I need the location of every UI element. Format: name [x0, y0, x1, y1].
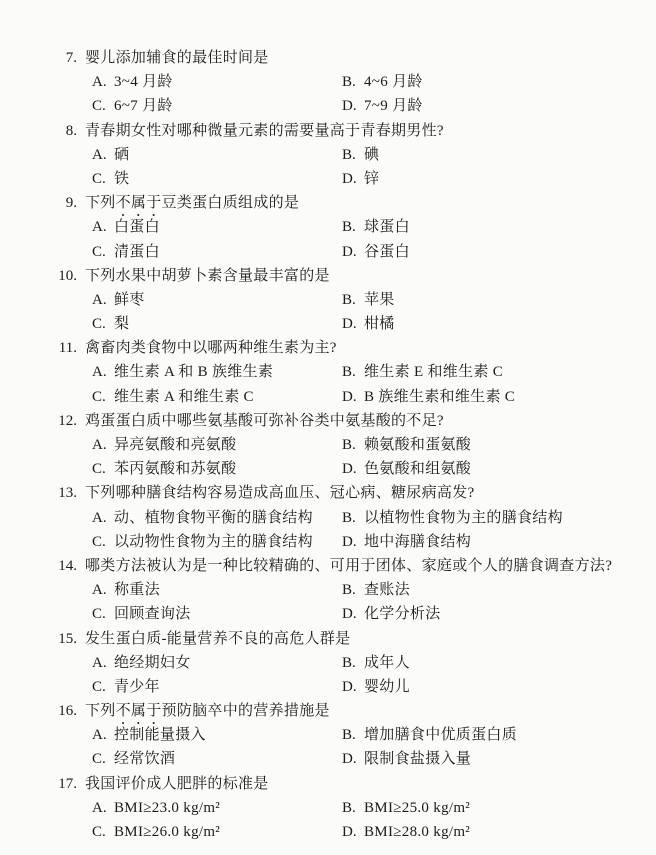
option-a: [92, 433, 342, 457]
options-line-upper: [0, 215, 656, 239]
question-number: 11.: [58, 340, 77, 357]
question-line: [0, 699, 656, 723]
option-c: [92, 602, 342, 626]
option-letter: D.: [342, 751, 357, 768]
question-line: [0, 336, 656, 360]
option-letter: A.: [92, 146, 107, 163]
option-letter: C.: [92, 533, 106, 550]
option-text: 苹果: [364, 291, 395, 308]
option-b: [342, 506, 563, 530]
question-text-segment: 哪类方法被认为是一种比较精确的、可用于团体、家庭或个人的膳食调查方法?: [85, 557, 613, 574]
question-line: [0, 191, 656, 215]
question-block: [0, 627, 656, 700]
question-text: [85, 195, 299, 211]
option-letter: C.: [92, 751, 106, 768]
question-block: [0, 119, 656, 192]
question-line: [0, 119, 656, 143]
option-letter: A.: [92, 654, 107, 671]
option-text: 硒: [114, 146, 130, 163]
option-text: 3~4 月龄: [114, 74, 173, 91]
option-b: [342, 651, 410, 675]
option-a: [92, 578, 342, 602]
option-letter: B.: [342, 654, 356, 671]
option-a: [92, 360, 342, 384]
option-a: [92, 651, 342, 675]
option-letter: A.: [92, 582, 107, 599]
option-d: [342, 747, 471, 771]
option-text: 柑橘: [364, 316, 395, 333]
option-letter: A.: [92, 437, 107, 453]
option-text: 6~7 月龄: [114, 98, 173, 115]
option-letter: B.: [342, 74, 356, 91]
option-letter: A.: [92, 799, 107, 816]
option-a: [92, 288, 342, 312]
option-text: 梨: [114, 316, 130, 333]
option-d: [342, 602, 441, 626]
question-text-segment: 下列: [85, 703, 116, 720]
option-letter: A.: [92, 509, 107, 526]
question-text: [85, 413, 444, 429]
options-line-upper: [0, 506, 656, 530]
option-text: 动、植物食物平衡的膳食结构: [114, 509, 313, 526]
question-text-segment: 豆类蛋白质组成的是: [161, 195, 300, 212]
option-letter: D.: [342, 98, 357, 115]
option-text: 铁: [114, 170, 130, 187]
question-number: 7.: [65, 50, 77, 66]
question-text-segment: 下列: [85, 195, 116, 212]
option-text: BMI≥23.0 kg/m²: [114, 799, 221, 816]
option-letter: A.: [92, 219, 107, 236]
option-b: [342, 578, 410, 602]
question-number: 10.: [58, 267, 77, 284]
question-block: [0, 264, 656, 337]
option-letter: D.: [342, 388, 357, 405]
question-line: [0, 409, 656, 433]
question-number: 16.: [58, 703, 77, 720]
question-line: [0, 554, 656, 578]
option-text: 地中海膳食结构: [364, 533, 472, 550]
option-text: 维生素 A 和维生素 C: [114, 388, 254, 405]
question-text-segment: 下列哪种膳食结构容易造成高血压、冠心病、糖尿病高发?: [85, 485, 475, 502]
option-b: [342, 360, 503, 384]
options-line-lower: [0, 747, 656, 771]
option-letter: C.: [92, 824, 106, 840]
option-text: 色氨酸和组氨酸: [364, 461, 472, 478]
options-line-lower: [0, 602, 656, 626]
question-number: 17.: [58, 775, 77, 792]
options-line-upper: [0, 143, 656, 167]
option-b: [342, 215, 410, 239]
option-letter: C.: [92, 316, 106, 333]
option-text: 球蛋白: [364, 219, 410, 236]
option-text: 查账法: [364, 582, 410, 599]
options-line-lower: [0, 94, 656, 118]
option-d: [342, 312, 395, 336]
option-text: 7~9 月龄: [364, 98, 423, 115]
option-b: [342, 143, 379, 167]
question-line: [0, 772, 656, 796]
option-c: [92, 675, 342, 699]
question-block: [0, 191, 656, 264]
question-text: [85, 558, 612, 574]
option-letter: D.: [342, 243, 357, 260]
option-c: [92, 747, 342, 771]
options-line-lower: [0, 820, 656, 844]
question-number: 8.: [65, 122, 77, 139]
question-block: [0, 481, 656, 554]
option-letter: C.: [92, 98, 106, 115]
option-text: 青少年: [114, 678, 160, 695]
question-line: [0, 46, 656, 70]
option-c: [92, 820, 342, 844]
option-c: [92, 530, 342, 554]
options-line-lower: [0, 240, 656, 264]
question-number: 9.: [65, 195, 77, 212]
option-text: 回顾查询法: [114, 606, 191, 623]
option-d: [342, 530, 471, 554]
option-b: [342, 288, 395, 312]
option-text: 维生素 A 和 B 族维生素: [114, 364, 274, 381]
option-letter: B.: [342, 509, 356, 526]
question-text-emphasized: 不属于: [115, 195, 162, 212]
option-a: [92, 723, 342, 747]
option-letter: A.: [92, 727, 107, 744]
question-number: 13.: [58, 485, 77, 502]
option-text: BMI≥28.0 kg/m²: [364, 824, 471, 840]
option-a: [92, 143, 342, 167]
option-c: [92, 312, 342, 336]
option-c: [92, 240, 342, 264]
question-text-segment: 青春期女性对哪种微量元素的需要量高于青春期男性?: [85, 122, 444, 139]
option-text: 经常饮酒: [114, 751, 176, 768]
option-letter: D.: [342, 461, 357, 478]
option-text: 限制食盐摄入量: [364, 751, 472, 768]
question-text-segment: 预防脑卒中的营养措施是: [161, 703, 330, 720]
question-text-segment: 鸡蛋蛋白质中哪些氨基酸可弥补谷类中氨基酸的不足?: [85, 412, 444, 429]
option-letter: D.: [342, 606, 357, 623]
option-letter: B.: [342, 219, 356, 236]
option-text: 碘: [364, 146, 380, 163]
question-text-segment: 禽畜肉类食物中以哪两种维生素为主?: [85, 340, 337, 357]
option-text: 化学分析法: [364, 606, 441, 623]
option-d: [342, 675, 410, 699]
option-letter: C.: [92, 606, 106, 623]
options-line-lower: [0, 675, 656, 699]
question-text: [85, 776, 269, 792]
option-letter: D.: [342, 678, 357, 695]
option-text: 锌: [364, 170, 380, 187]
option-d: [342, 457, 471, 481]
option-text: 清蛋白: [114, 243, 160, 260]
option-letter: B.: [342, 799, 356, 816]
question-line: [0, 264, 656, 288]
option-text: BMI≥25.0 kg/m²: [364, 799, 471, 816]
option-text: 维生素 E 和维生素 C: [364, 364, 504, 381]
question-line: [0, 481, 656, 505]
option-letter: B.: [342, 364, 356, 381]
options-line-upper: [0, 651, 656, 675]
options-line-upper: [0, 578, 656, 602]
option-letter: B.: [342, 582, 356, 599]
option-letter: C.: [92, 461, 106, 478]
options-line-lower: [0, 385, 656, 409]
question-text: [85, 268, 330, 284]
option-text: 以动物性食物为主的膳食结构: [114, 533, 313, 550]
question-block: [0, 699, 656, 772]
option-letter: C.: [92, 388, 106, 405]
option-a: [92, 215, 342, 239]
question-text: [85, 485, 474, 501]
option-letter: C.: [92, 170, 106, 187]
option-text: 4~6 月龄: [364, 74, 423, 91]
option-d: [342, 385, 515, 409]
option-letter: B.: [342, 727, 356, 744]
option-text: 绝经期妇女: [114, 654, 191, 671]
option-c: [92, 385, 342, 409]
option-text: 鲜枣: [114, 291, 145, 308]
options-line-upper: [0, 796, 656, 820]
question-block: [0, 409, 656, 482]
option-text: 称重法: [114, 582, 160, 599]
option-letter: A.: [92, 291, 107, 308]
question-block: [0, 46, 656, 119]
options-line-upper: [0, 70, 656, 94]
option-d: [342, 820, 470, 844]
question-number: 15.: [58, 630, 77, 647]
option-letter: D.: [342, 824, 357, 840]
option-letter: B.: [342, 291, 356, 308]
option-text: 增加膳食中优质蛋白质: [364, 727, 518, 744]
option-b: [342, 796, 470, 820]
option-c: [92, 167, 342, 191]
option-letter: B.: [342, 146, 356, 163]
options-line-upper: [0, 433, 656, 457]
question-text-segment: 发生蛋白质-能量营养不良的高危人群是: [85, 630, 351, 647]
options-line-lower: [0, 530, 656, 554]
option-text: 谷蛋白: [364, 243, 410, 260]
question-number: 14.: [58, 557, 77, 574]
question-text: [85, 50, 269, 66]
option-a: [92, 70, 342, 94]
question-block: [0, 772, 656, 845]
question-text-segment: 我国评价成人肥胖的标准是: [85, 775, 269, 792]
question-text: [85, 703, 330, 719]
question-text: [85, 123, 444, 139]
option-text: 以植物性食物为主的膳食结构: [364, 509, 563, 526]
question-text: [85, 631, 350, 647]
options-line-upper: [0, 723, 656, 747]
option-letter: C.: [92, 243, 106, 260]
option-b: [342, 723, 517, 747]
option-c: [92, 457, 342, 481]
option-text: BMI≥26.0 kg/m²: [114, 824, 221, 840]
options-line-lower: [0, 167, 656, 191]
option-a: [92, 506, 342, 530]
question-text: [85, 340, 337, 356]
option-text: 异亮氨酸和亮氨酸: [114, 437, 237, 453]
option-letter: A.: [92, 74, 107, 91]
option-text: 控制能量摄入: [114, 727, 206, 744]
question-block: [0, 554, 656, 627]
option-letter: D.: [342, 533, 357, 550]
option-letter: A.: [92, 364, 107, 381]
options-line-upper: [0, 288, 656, 312]
question-text-segment: 下列水果中胡萝卜素含量最丰富的是: [85, 267, 330, 284]
option-text: 婴幼儿: [364, 678, 410, 695]
option-letter: D.: [342, 316, 357, 333]
option-text: 白蛋白: [114, 219, 160, 236]
options-line-lower: [0, 312, 656, 336]
option-letter: D.: [342, 170, 357, 187]
option-text: 苯丙氨酸和苏氨酸: [114, 461, 237, 478]
question-text-segment: 婴儿添加辅食的最佳时间是: [85, 50, 269, 66]
question-line: [0, 627, 656, 651]
option-text: B 族维生素和维生素 C: [364, 388, 516, 405]
option-a: [92, 796, 342, 820]
question-text-emphasized: 不属于: [115, 703, 162, 720]
options-line-lower: [0, 457, 656, 481]
option-c: [92, 94, 342, 118]
option-b: [342, 70, 423, 94]
options-line-upper: [0, 360, 656, 384]
option-d: [342, 167, 379, 191]
option-text: 成年人: [364, 654, 410, 671]
option-text: 赖氨酸和蛋氨酸: [364, 437, 472, 453]
option-letter: B.: [342, 437, 356, 453]
question-number: 12.: [58, 412, 77, 429]
option-b: [342, 433, 471, 457]
option-d: [342, 240, 410, 264]
question-block: [0, 336, 656, 409]
option-letter: C.: [92, 678, 106, 695]
option-d: [342, 94, 423, 118]
